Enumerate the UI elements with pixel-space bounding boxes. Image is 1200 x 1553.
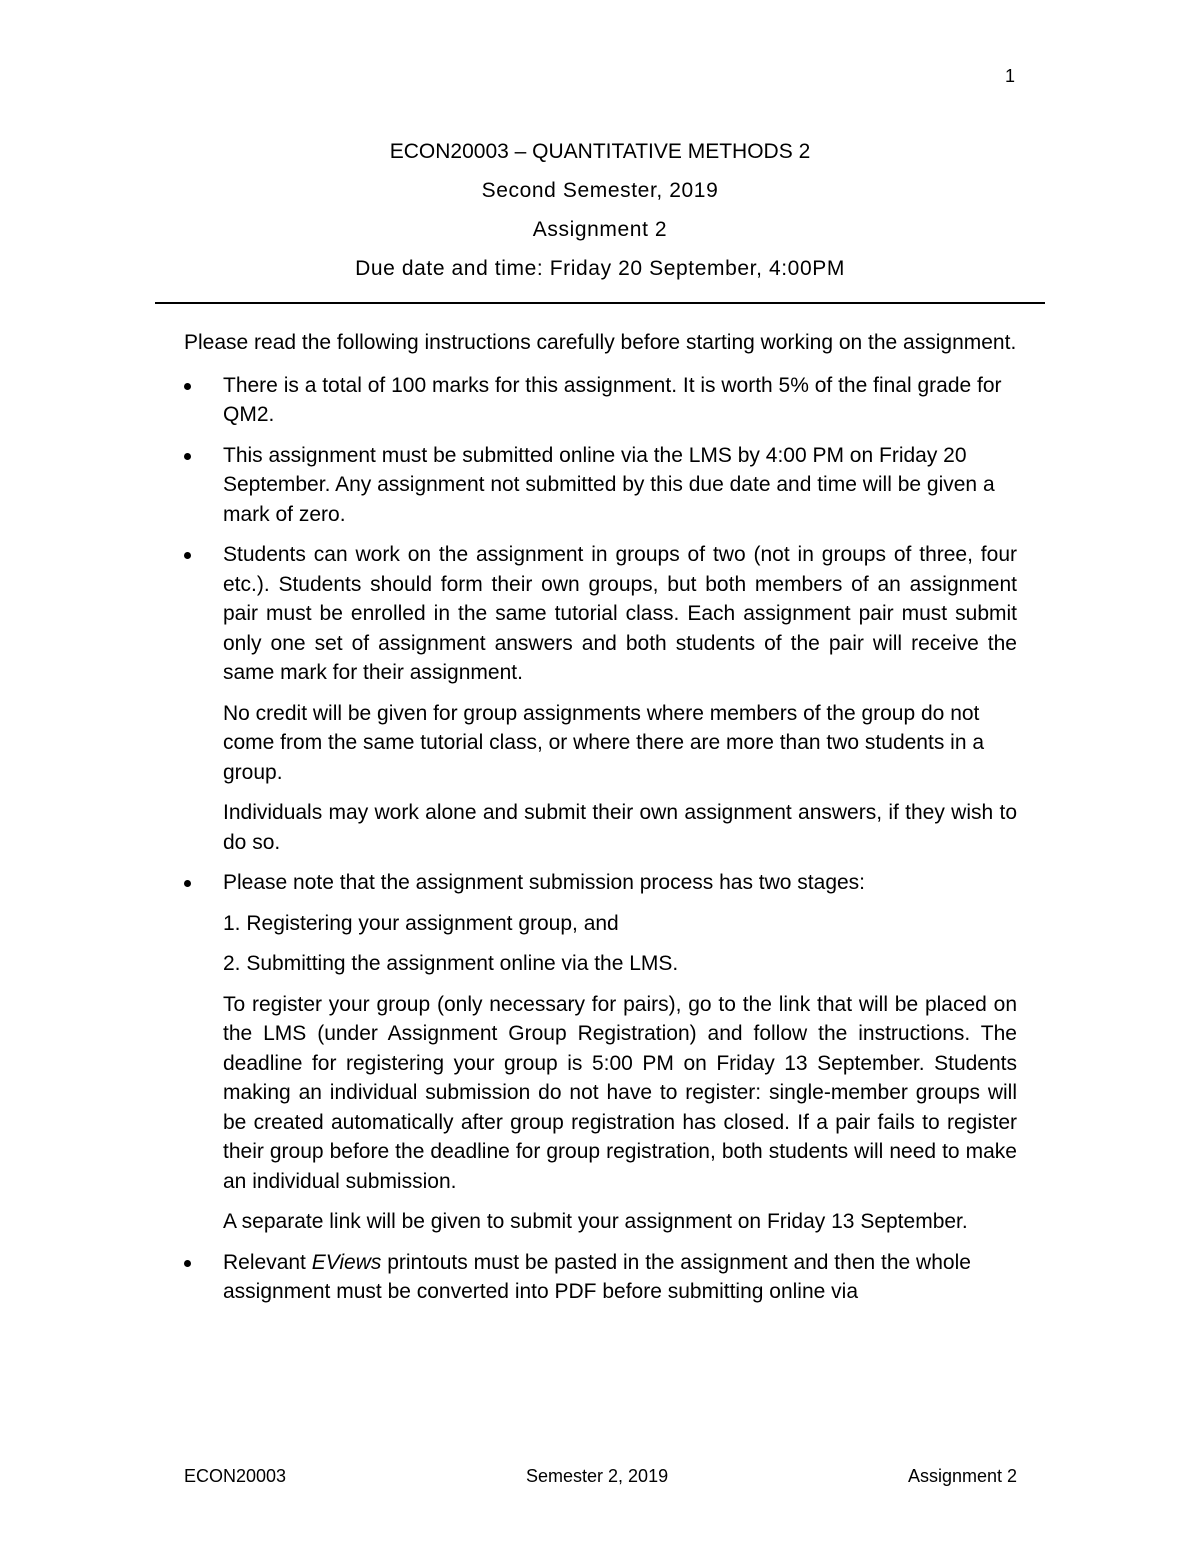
document-body [184,328,1017,1318]
paragraph: Students can work on the assignment in groups of two (not in groups of three, four etc.). Students should form their own groups, but both members of an assignment pair must be enrolled in the same tutorial class. Each assignment pair must submit only one set of assignment answers and both students of the pair will receive the same mark for their assignment. [223,543,1017,684]
bullet-icon [184,1260,191,1267]
page-footer [184,1466,1017,1487]
paragraph: Please note that the assignment submission process has two stages: [223,871,866,894]
paragraph: No credit will be given for group assignments where members of the group do not come from the same tutorial class, or where there are more than two students in a group. [223,701,985,784]
footer-course-code: ECON20003 [184,1466,287,1486]
course-title: ECON20003 – QUANTITATIVE METHODS 2 [389,140,811,163]
intro-paragraph: Please read the following instructions carefully before starting working on the assignment. [184,331,1017,354]
semester-line: Second Semester, 2019 [481,179,719,202]
list-item [184,441,1017,530]
page-number: 1 [1004,66,1015,86]
software-name: EViews [311,1250,382,1274]
bullet-icon [184,880,191,887]
list-item [184,371,1017,430]
instruction-list [184,371,1017,1307]
text-span: Relevant [223,1250,312,1274]
bullet-icon [184,552,191,559]
bullet-icon [184,383,191,390]
paragraph [223,1248,1017,1307]
paragraph: 1. Registering your assignment group, and [223,911,619,935]
assignment-title: Assignment 2 [532,218,668,241]
paragraph: This assignment must be submitted online via the LMS by 4:00 PM on Friday 20 September. Any assignment not submitted by this due date and time will be given a mark of zero. [223,443,995,526]
header-divider [155,302,1045,304]
list-item [184,1248,1017,1307]
due-date-line: Due date and time: Friday 20 September, 4:00PM [355,257,845,280]
list-item [184,868,1017,1237]
paragraph: 2. Submitting the assignment online via the LMS. [223,952,679,975]
document-header [0,132,1200,288]
paragraph: A separate link will be given to submit your assignment on Friday 13 September. [223,1210,968,1233]
list-item [184,540,1017,857]
text-span: printouts must be pasted in the assignment and then the whole assignment must be converted into PDF before submitting online via [223,1250,971,1303]
bullet-icon [184,453,191,460]
footer-semester: Semester 2, 2019 [526,1466,669,1486]
paragraph: To register your group (only necessary for pairs), go to the link that will be placed on the LMS (under Assignment Group Registration) and follow the instructions. The deadline for registering your group is 5:00 PM on Friday 13 September. Students making an individual submission do not have to register: single-member groups will be created automatically after group registration has closed. If a pair fails to register their group before the deadline for group registration, both students will need to make an individual submission. [223,992,1017,1193]
footer-assignment: Assignment 2 [907,1466,1017,1486]
paragraph: There is a total of 100 marks for this assignment. It is worth 5% of the final grade for QM2. [223,373,1002,426]
paragraph: Individuals may work alone and submit their own assignment answers, if they wish to do so. [223,801,1017,854]
